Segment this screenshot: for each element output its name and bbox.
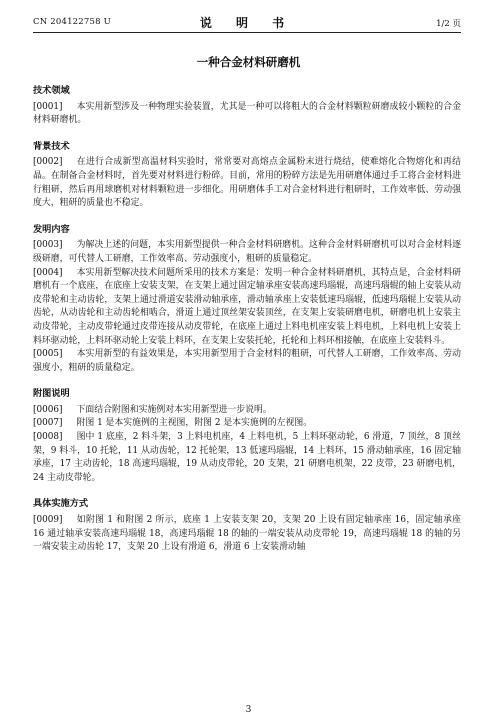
paragraph-0009 [33, 514, 461, 555]
paragraph-0008 [33, 431, 461, 485]
paragraph-0006 [33, 404, 461, 418]
paragraph-0007 [33, 417, 461, 431]
paragraph-id: [0006] [33, 404, 63, 415]
paragraph-text: 本实用新型涉及一种物理实验装置，尤其是一种可以将粗大的合金材料颗粒研磨成较小颗粒的合金材料研磨机。 [33, 101, 461, 126]
patent-number: CN 204122758 U [33, 17, 111, 27]
paragraph-text: 在进行合成新型高温材料实验时，常常要对高熔点金属粉末进行烧结，使难熔化合物熔化和再结晶。在制备合金材料时，首先要对材料进行粉碎。目前，常用的粉碎方法是先用研磨体通过手工将合金材料进行粗研，然后再用球磨机对材料颗粒进一步细化。用研磨体手工对合金材料进行粗研时，工作效率低、劳动强度大，粗研的质量也不稳定。 [33, 157, 461, 209]
paragraph-id: [0001] [33, 101, 63, 112]
section-heading-background: 背景技术 [33, 140, 70, 152]
page-number: 3 [245, 705, 252, 715]
paragraph-id: [0009] [33, 515, 63, 526]
paragraph-0002 [33, 156, 461, 210]
section-heading-summary: 发明内容 [33, 223, 70, 235]
paragraph-0005 [33, 348, 461, 375]
paragraph-0004 [33, 267, 461, 349]
paragraph-text: 为解决上述的问题，本实用新型提供一种合金材料研磨机。这种合金材料研磨机可以对合金材料逐级研磨，可代替人工研磨，工作效率高、劳动强度小，粗研的质量稳定。 [33, 240, 461, 264]
paragraph-text: 如附图 1 和附图 2 所示，底座 1 上安装支架 20，支架 20 上设有固定轴承座 16，固定轴承座 16 通过轴承安装高速玛瑙辊 18，高速玛瑙辊 18 的轴的一端安装从动皮带轮 19，高速玛瑙辊 18 的轴的另一端安装主动齿轮 17，支架 20 上设有滑道 6，滑道 6 上安装滑动轴 [33, 515, 461, 553]
paragraph-text: 本实用新型的有益效果是，本实用新型用于合金材料的粗研，可代替人工研磨，工作效率高、劳动强度小，粗研的质量稳定。 [33, 349, 461, 373]
paragraph-text: 下面结合附图和实施例对本实用新型进一步说明。 [76, 404, 272, 415]
document-type: 说 明 书 [199, 16, 295, 30]
section-heading-tech-field: 技术领域 [33, 85, 70, 96]
document-title: 一种合金材料研磨机 [196, 55, 301, 69]
document-body [33, 84, 461, 555]
paragraph-id: [0007] [33, 418, 63, 429]
paragraph-id: [0004] [33, 267, 63, 278]
paragraph-id: [0003] [33, 240, 63, 251]
paragraph-text: 附图 1 是本实施例的主视图，附图 2 是本实施例的左视图。 [76, 418, 313, 429]
section-heading-embodiment: 具体实施方式 [33, 498, 89, 510]
section-heading-drawings: 附图说明 [33, 388, 70, 400]
paragraph-text: 本实用新型解决技术问题所采用的技术方案是：发明一种合金材料研磨机，其特点是，合金材料研磨机有一个底座，在底座上安装支架，在支架上通过固定轴承座安装高速玛瑙辊，高速玛瑙辊的轴上安装从动皮带轮和主动齿轮，支架上通过滑道安装滑动轴承座，滑动轴承座上安装低速玛瑙辊，低速玛瑙辊上安装从动齿轮，从动齿轮和主动齿轮相啮合，滑道上通过顶丝架安装顶丝，在支架上安装研磨电机，研磨电机上安装主动皮带轮，主动皮带轮通过皮带连接从动皮带轮，在底座上通过上料电机座安装上料电机，上料电机上安装上料环驱动轮，上料环驱动轮上安装上料环，在支架上安装托轮，托轮和上料环相接触，在底座上安装料斗。 [33, 267, 461, 346]
paragraph-id: [0005] [33, 349, 63, 360]
paragraph-id: [0008] [33, 432, 63, 443]
paragraph-id: [0002] [33, 157, 63, 168]
paragraph-0003 [33, 239, 461, 266]
page-header [33, 14, 461, 33]
paragraph-0001 [33, 101, 461, 128]
paragraph-text: 图中 1 底座，2 料斗架，3 上料电机座，4 上料电机，5 上料环驱动轮，6 滑道，7 顶丝，8 顶丝架，9 料斗，10 托轮，11 从动齿轮，12 托轮架，13 低速玛瑙辊，14 上料环，15 滑动轴承座，16 固定轴承座，17 主动齿轮，18 高速玛瑙辊，19 从动皮带轮，20 支架，21 研磨电机架，22 皮带，23 研磨电机，24 主动皮带轮。 [33, 432, 461, 483]
page-indicator: 1/2 页 [436, 19, 461, 29]
